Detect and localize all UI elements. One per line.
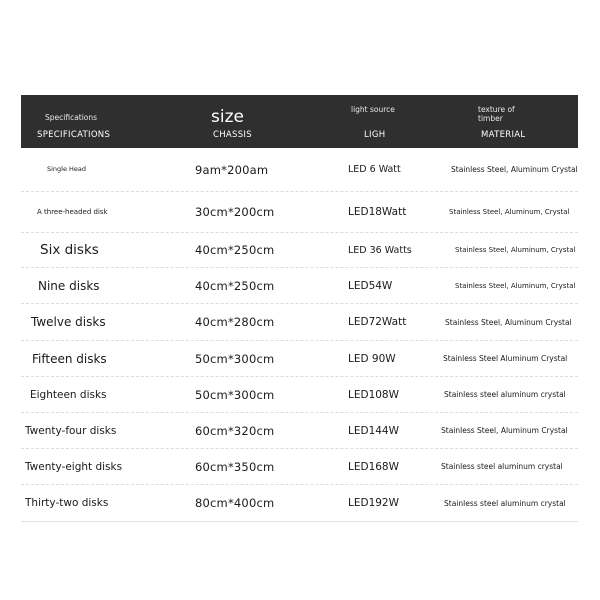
cell-size: 40cm*280cm (195, 315, 275, 329)
table-row (21, 485, 578, 522)
cell-material: Stainless Steel, Aluminum, Crystal (449, 208, 570, 216)
cell-spec: Fifteen disks (32, 351, 107, 366)
cell-light: LED192W (348, 497, 399, 509)
cell-light: LED 36 Watts (348, 244, 412, 256)
cell-material: Stainless steel aluminum crystal (444, 390, 566, 399)
header-material-main: MATERIAL (481, 130, 526, 140)
cell-material: Stainless Steel, Aluminum Crystal (451, 165, 578, 174)
header-material-small-2: timber (478, 114, 503, 123)
table-row (21, 377, 578, 413)
cell-size: 50cm*300cm (195, 351, 275, 366)
table-row (21, 192, 578, 233)
cell-spec: A three-headed disk (37, 207, 108, 216)
header-specifications-main: SPECIFICATIONS (37, 130, 111, 140)
header-light-small: light source (351, 105, 395, 114)
cell-spec: Single Head (47, 165, 87, 173)
header-material-small-1: texture of (478, 105, 515, 114)
cell-material: Stainless Steel, Aluminum, Crystal (455, 246, 576, 254)
cell-light: LED108W (348, 388, 399, 401)
table-row (21, 304, 578, 341)
cell-light: LED 6 Watt (348, 164, 401, 175)
table-header (21, 95, 578, 148)
header-size-big: size (211, 107, 244, 127)
cell-material: Stainless steel aluminum crystal (444, 498, 566, 508)
header-specifications-small: Specifications (45, 113, 98, 122)
table-row (21, 341, 578, 377)
header-specifications (21, 95, 191, 148)
header-light (341, 95, 451, 148)
cell-spec: Eighteen disks (30, 388, 107, 401)
cell-material: Stainless Steel, Aluminum Crystal (441, 426, 568, 435)
header-material (451, 95, 578, 148)
table-row (21, 233, 578, 268)
cell-light: LED 90W (348, 352, 396, 365)
cell-spec: Thirty-two disks (25, 497, 109, 509)
cell-size: 60cm*320cm (195, 423, 275, 438)
cell-size: 30cm*200cm (195, 205, 275, 219)
cell-size: 50cm*300cm (195, 387, 275, 402)
cell-size: 40cm*250cm (195, 243, 275, 257)
cell-spec: Twelve disks (31, 315, 106, 329)
cell-material: Stainless Steel Aluminum Crystal (443, 354, 568, 363)
cell-size: 80cm*400cm (195, 496, 275, 510)
cell-light: LED54W (348, 279, 393, 292)
cell-light: LED72Watt (348, 316, 407, 328)
cell-material: Stainless Steel, Aluminum Crystal (445, 317, 572, 327)
spec-table (21, 95, 578, 522)
cell-spec: Twenty-four disks (25, 424, 117, 437)
cell-spec: Nine disks (38, 278, 100, 293)
cell-material: Stainless Steel, Aluminum, Crystal (455, 281, 576, 290)
table-row (21, 148, 578, 192)
cell-size: 60cm*350cm (195, 459, 275, 474)
header-size (191, 95, 341, 148)
cell-spec: Twenty-eight disks (25, 460, 123, 473)
header-size-main: CHASSIS (213, 130, 252, 140)
table-row (21, 413, 578, 449)
cell-spec: Six disks (40, 242, 99, 258)
table-row (21, 268, 578, 304)
cell-material: Stainless steel aluminum crystal (441, 462, 563, 471)
cell-size: 9am*200am (195, 162, 269, 177)
cell-size: 40cm*250cm (195, 278, 275, 293)
header-light-main: LIGH (364, 130, 386, 140)
cell-light: LED168W (348, 460, 399, 473)
cell-light: LED18Watt (348, 206, 407, 218)
cell-light: LED144W (348, 424, 399, 437)
table-row (21, 449, 578, 485)
